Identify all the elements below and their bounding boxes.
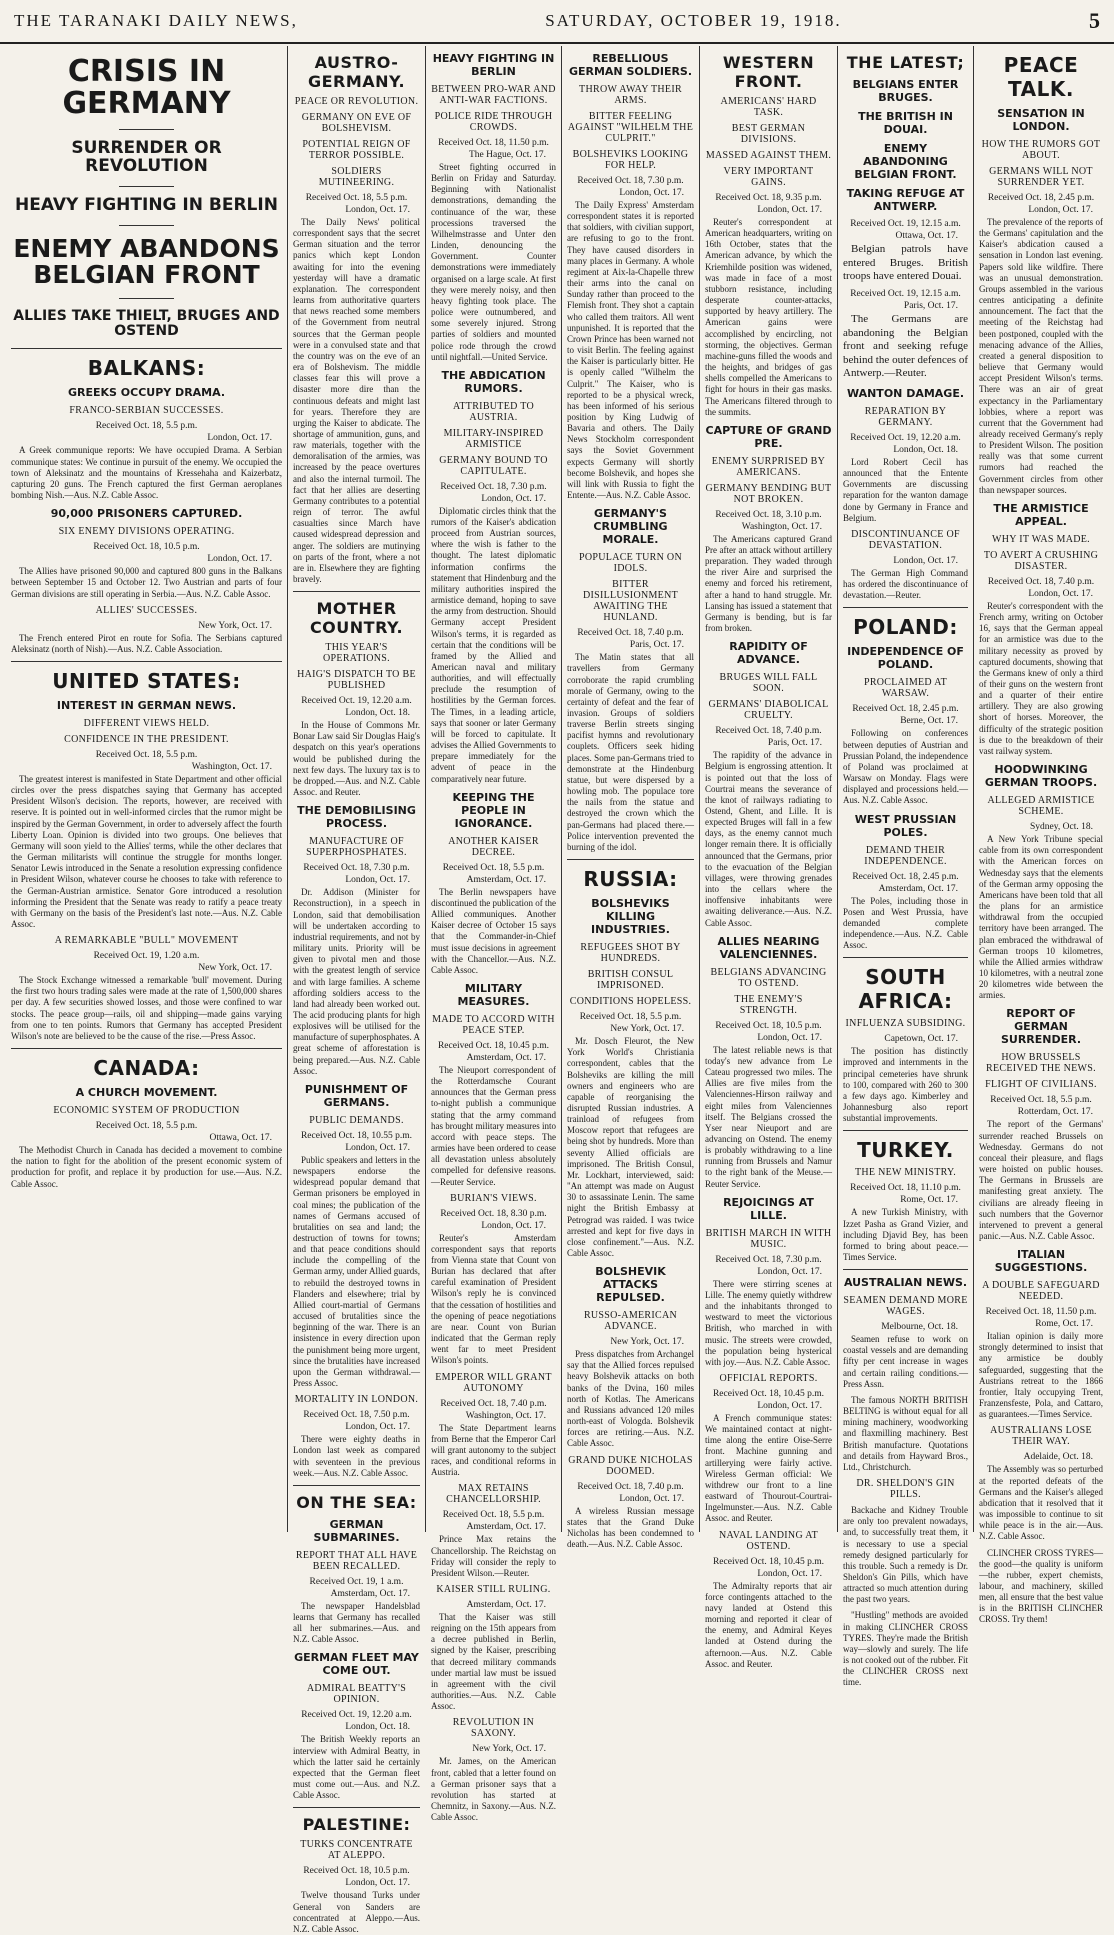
section-canada: CANADA: [93, 1056, 200, 1081]
received-line: Received Oct. 18, 5.5 p.m. [579, 1012, 682, 1023]
sub: DR. SHELDON'S GIN PILLS. [856, 1478, 955, 1501]
dateline: Amsterdam, Oct. 17. [466, 1599, 546, 1610]
section-turkey: TURKEY. [857, 1138, 954, 1163]
article-body: That the Kaiser was still reigning on the 15th appears from a decree published in Berlin, signed by the Kaiser, prescribing that decreed military commands under martial law must be issued in agreement with the civil authorities.—Aus. N.Z. Cable Assoc. [431, 1611, 556, 1712]
dateline: Washington, Oct. 17. [191, 761, 272, 772]
received-line: Received Oct. 19, 1 a.m. [309, 1576, 404, 1587]
sub: WANTON DAMAGE. [846, 387, 965, 400]
sub: TO AVERT A CRUSHING DISASTER. [983, 549, 1099, 572]
sub-six-divisions: SIX ENEMY DIVISIONS OPERATING. [58, 526, 235, 538]
advertisement: Backache and Kidney Trouble are only too prevalent nowadays, and, to successfully treat them, it is necessary to use a special remedy designed particularly for this trouble. Such a remedy is Dr. Sheldon's Gin Pills, which have attracted so much attention during the past two years. [843, 1505, 968, 1605]
sub: SEAMEN DEMAND MORE WAGES. [843, 1295, 968, 1318]
dateline: London, Oct. 18. [345, 708, 410, 719]
section-heavy-fighting: HEAVY FIGHTING IN BERLIN [432, 52, 555, 78]
dateline: London, Oct. 17. [345, 1878, 410, 1889]
sub: THROW AWAY THEIR ARMS. [579, 84, 682, 106]
sub: GERMANS WILL NOT SURRENDER YET. [989, 166, 1093, 188]
article-body: The prevalence of the reports of the Germans' capitulation and the Kaiser's abdication caused a sensation in London last evening. Papers sold like wildfire. There was an unusual demonstration. Groups assembled in the various centres anticipating a definite announcement. The fact that the meeting of the Reichstag had been postponed, coupled with the menacing advance of the Allies, created a general disposition to believe that Germany would accept President Wilson's terms. There was an air of great expectancy in the Parliamentary lobbies, where a report was current that the Government had already received Germany's reply to President Wilson. The position really was that some current rumors had reached the Government circles from other than newspaper sources. [979, 217, 1103, 495]
dateline: London, Oct. 18. [893, 445, 958, 455]
article-body: Dr. Addison (Minister for Reconstruction), in a speech in London, said that demobilisation will be undertaken according to industrial requirements, and not by military units. Priority will be given to pivotal men and those with the greatest length of service and with large families. A scheme affording soldiers access to the land had already been worked out. The acid producing plants for high explosives will be utilised for the manufacture of superphosphates. A great scheme of afforestation is being prepared.—Aus. N.Z. Cable Assoc. [293, 887, 420, 1076]
sub: AUSTRALIANS LOSE THEIR WAY. [990, 1425, 1092, 1448]
dateline: London, Oct. 17. [1028, 205, 1093, 215]
article-body: A Greek communique reports: We have occupied Drama. A Serbian communique states: We continue in pursuit of the enemy. We occupied the town of Aleksinatz and the mountains of Kressehaha and Kaizerbatz, capturing 20 guns. The French captured the first German aeroplanes bombing Nish.—Aus. N.Z. Cable Assoc. [11, 445, 282, 501]
dateline: New York, Oct. 17. [610, 1337, 684, 1348]
sub: MILITARY-INSPIRED ARMISTICE [443, 427, 544, 450]
received-line: Received Oct. 18, 10.45 p.m. [712, 1556, 825, 1567]
sub-franco-serbian: FRANCO-SERBIAN SUCCESSES. [69, 405, 224, 417]
sub: SOLDIERS MUTINEERING. [318, 166, 395, 188]
section-poland: POLAND: [853, 615, 958, 640]
received-line: Received Oct. 18, 7.30 p.m. [303, 863, 410, 874]
dateline: Berne, Oct. 17. [900, 716, 958, 727]
sub: THE ABDICATION RUMORS. [441, 368, 546, 395]
dateline: Rome, Oct. 17. [900, 1195, 958, 1206]
column-2 [288, 46, 426, 1934]
received-line: Received Oct. 18, 5.5 p.m. [95, 421, 198, 432]
sub: RUSSO-AMERICAN ADVANCE. [583, 1310, 678, 1333]
article-body: Reuter's correspondent with the French army, writing on October 16, says that the German appeal for an armistice was due to the military necessity as proved by captured documents, showing that the Germans knew of only a third of their guns on the western front and a quarter of their entire artillery. They are also growing short of horses. Moreover, the difficulty of the strategic position is due to the breakdown of their vast railway system. [979, 600, 1103, 756]
article-body: Mr. Dosch Fleurot, the New York World's Christiania correspondent, cables that the Bolsheviks are killing the mill owners and engineers who are capable of reorganising the disrupted Russian industries. A trainload of refugees from Moscow report that refugees are being shot by hundreds. More than seventy Allied officials are imprisoned. The British Consul, Mr. Lockhart, interviewed, said: "An attempt was made on August 30 to assassinate Lenin. The same night the British Embassy at Petrograd was raided. I was twice arrested and kept for five days in close confinement."—Aus. N.Z. Cable Assoc. [567, 1036, 694, 1258]
sub: REPORT THAT ALL HAVE BEEN RECALLED. [295, 1549, 418, 1572]
sub: MAX RETAINS CHANCELLORSHIP. [446, 1483, 541, 1506]
sub: NAVAL LANDING AT OSTEND. [718, 1529, 819, 1552]
dateline: London, Oct. 17. [893, 555, 958, 566]
section-south-africa: SOUTH AFRICA: [858, 965, 953, 1014]
dateline: Paris, Oct. 17. [767, 738, 822, 749]
dateline: Amsterdam, Oct. 17. [466, 1522, 546, 1533]
article-body: The newspaper Handelsblad learns that Germany has recalled all her submarines.—Aus. and N.Z. Cable Assoc. [293, 1600, 420, 1645]
article-body: Reuter's Amsterdam correspondent says that reports from Vienna state that Count von Burian has declared that after careful examination of President Wilson's reply he is convinced that the cessation of hostilities and the opening of peace negotiations are near. Count von Burian indicated that the German reply went far to meet President Wilson's points. [431, 1232, 556, 1366]
received-line: Received Oct. 18, 10.45 p.m. [712, 1389, 825, 1399]
sub: MADE TO ACCORD WITH PEACE STEP. [432, 1013, 555, 1036]
dateline: New York, Oct. 17. [198, 620, 272, 631]
received-line: Received Oct. 18, 11.50 p.m. [985, 1307, 1097, 1318]
sub: HOODWINKING GERMAN TROOPS. [984, 763, 1098, 790]
received-line: Received Oct. 18, 7.30 p.m. [577, 176, 684, 186]
sub: THE ARMISTICE APPEAL. [993, 501, 1089, 528]
section-mother-country: MOTHER COUNTRY. [309, 599, 404, 638]
dateline: Rome, Oct. 17. [1035, 1319, 1093, 1330]
sub: GERMANY BOUND TO CAPITULATE. [439, 454, 548, 477]
article-body: Diplomatic circles think that the rumors of the Kaiser's abdication proceed from Austrian sources, where the wish is father to the thought. The latest diplomatic information confirms the statement that Hindenburg and the military authorities inspired the armistice demand, hoping to save the army from destruction. Should Germany accept President Wilson's terms, it is regarded as certain that the conditions will be framed by the Allied and American naval and military authorities, and will effectually preclude the resumption of hostilities by the German forces. The Times, in a leading article, says that sooner or later Germany will be forced to capitulate. It advises the Allied Governments to prepare immediately for the advent of peace in the comparatively near future. [431, 505, 556, 784]
sub: ALLIES NEARING VALENCIENNES. [717, 934, 820, 961]
dateline: Amsterdam, Oct. 17. [466, 874, 546, 885]
sub: BRITISH CONSUL IMPRISONED. [587, 969, 674, 992]
sub-bull: A REMARKABLE "BULL" MOVEMENT [54, 935, 239, 947]
sub: ATTRIBUTED TO AUSTRIA. [452, 400, 535, 423]
sub: REJOICINGS AT LILLE. [723, 1195, 814, 1222]
headline-surrender: SURRENDER OR REVOLUTION [71, 138, 222, 176]
sub: HOW THE RUMORS GOT ABOUT. [981, 139, 1101, 161]
article-body: A French communique states: We maintained contact at night-time along the entire Oise-Serre front. Machine gunning and artillerying were fairly active. Wireless German official: We withdrew our front to a line eastward of Thourout-Courtrai-Ingelmunster.—Aus. N.Z. Cable Assoc. and Reuter. [705, 1413, 832, 1524]
received-line: Received Oct. 18, 2.45 p.m. [987, 193, 1095, 203]
dateline: London, Oct. 17. [345, 1142, 410, 1153]
section-on-the-sea: ON THE SEA: [296, 1492, 417, 1512]
article-body: Lord Robert Cecil has announced that the Entente Governments are discussing reparation for the wanton damage done by Germany in France and Belgium. [843, 457, 968, 523]
advertisement: CLINCHER CROSS TYRES—the good—the quality is uniform—the rubber, expert chemists, labour, and machinery, skilled men, all ensure that the best value is in the BRITISH CLINCHER CROSS. Try them! [979, 1547, 1103, 1625]
received-line: Received Oct. 18, 7.40 p.m. [577, 628, 684, 639]
received-line: Received Oct. 18, 8.30 p.m. [440, 1208, 547, 1219]
sub-confidence: CONFIDENCE IN THE PRESIDENT. [64, 733, 229, 745]
article-body: The Daily Express' Amsterdam correspondent states it is reported that soldiers, with civilian support, are refusing to go to the front. They have caused disorders in many places in Germany. A whole regiment at Aix-la-Chapelle threw their arms into the canal on Sunday rather than proceed to the Flemish front. They shot a captain who called them traitors. All went unpunished. It is reported that the Crown Prince has been warned not to visit Berlin. The feeling against the Kaiser is particularly bitter. He is openly called "Wilhelm the Culprit." The Kaiser, who is reported to be a physical wreck, has been informed of his serious position by King Ludwig of Bavaria and others. The Daily News Stockholm correspondent says the Soviet Government expects Germany will shortly become Bolshevik, and hopes she will link with Russia to fight the Entente.—Aus. N.Z. Cable Assoc. [567, 200, 694, 501]
sub: AMERICANS' HARD TASK. [720, 96, 817, 118]
dateline: The Hague, Oct. 17. [468, 150, 546, 160]
section-australian-news: AUSTRALIAN NEWS. [843, 1276, 968, 1290]
sub: ANOTHER KAISER DECREE. [448, 835, 539, 858]
dateline: London, Oct. 17. [345, 875, 410, 886]
sub: POLICE RIDE THROUGH CROWDS. [434, 111, 553, 133]
article-body: The Admiralty reports that air force contingents attached to the navy landed at Ostend this morning and reported it clear of the enemy, and Admiral Keyes landed at Ostend during the afternoon.—Aus. N.Z. Cable Assoc. and Reuter. [705, 1580, 832, 1669]
dateline: London, Oct. 17. [481, 1220, 546, 1231]
article-body: Italian opinion is daily more strongly determined to insist that any armistice be doubly safeguarded, suggesting that the Austrians retreat to the 1866 frontier, Italy occupying Trent, Franzensfeste, Pola, and Cattaro, as guarantees.—Times Service. [979, 1331, 1103, 1420]
section-united-states: UNITED STATES: [52, 668, 241, 693]
sub: WHY IT WAS MADE. [992, 533, 1090, 545]
sub: DEMAND THEIR INDEPENDENCE. [864, 844, 947, 867]
sub: ALLEGED ARMISTICE SCHEME. [987, 795, 1095, 818]
article-body: Twelve thousand Turks under General von Sanders are concentrated at Aleppo.—Aus. N.Z. Cable Assoc. [293, 1890, 420, 1934]
sub: OFFICIAL REPORTS. [719, 1373, 818, 1384]
dateline: London, Oct. 17. [345, 1422, 410, 1433]
sub-church: A CHURCH MOVEMENT. [75, 1086, 218, 1100]
received-line: Received Oct. 18, 7.40 p.m. [577, 1481, 684, 1492]
received-line: Received Oct. 18, 2.45 p.m. [852, 704, 959, 715]
received-line: Received Oct. 19, 12.20 a.m. [850, 433, 961, 443]
dateline: Ottawa, Oct. 17. [895, 231, 958, 241]
sub: SENSATION IN LONDON. [997, 107, 1085, 133]
sub: REPARATION BY GERMANY. [864, 406, 947, 428]
sub: REVOLUTION IN SAXONY. [452, 1717, 535, 1740]
sub: TURKS CONCENTRATE AT ALEPPO. [300, 1839, 413, 1862]
received-line: Received Oct. 19, 12.15 a.m. [850, 219, 961, 229]
column-3 [426, 46, 562, 1823]
sub: BITTER DISILLUSIONMENT AWAITING THE HUNLAND. [582, 579, 679, 624]
article-body: The Matin states that all travellers from Germany corroborate the rapid crumbling morale of Germany, owing to the certainty of defeat and the fear of invasion. Groups of soldiers traverse Berlin streets singing pacifist hymns and revolutionary couplets. Officers seek hiding places. Some pan-Germans tried to demonstrate at the Hindenburg statue, but were dispersed by a howling mob. The populace tore the nails from the statue and destroyed the crown which the pan-Germans had placed there.—Police intervention prevented the burning of the idol. [567, 652, 694, 852]
article-body: Seamen refuse to work on coastal vessels and are demanding fifty per cent increase in wages and certain railing conditions.—Press Assn. [843, 1334, 968, 1389]
received-line: Received Oct. 18, 5.5 p.m. [442, 1510, 545, 1521]
sub: BELGIANS ADVANCING TO OSTEND. [710, 966, 827, 989]
sub: HOW BRUSSELS RECEIVED THE NEWS. [986, 1052, 1096, 1075]
column-1 [6, 46, 288, 1532]
dateline: Amsterdam, Oct. 17. [878, 883, 958, 894]
sub: GERMAN FLEET MAY COME OUT. [294, 1651, 419, 1678]
article-body: Public speakers and letters in the newspapers endorse the widespread popular demand that German prisoners be employed in coal mines; the publication of the names of Germans accused of brutalities on sea and land; the destruction of towns for towns; and that peace conditions should include the compelling of the German army, under Allied guards, to rebuild the destroyed towns in Flanders and elsewhere; trial by Allied court-martial of Germans accused of brutalities since the beginning of the war. There is an insistence in every direction upon the punishment being more urgent, since the brutalities have increased upon the German withdrawal.—Press Assoc. [293, 1154, 420, 1389]
section-austro-germany: AUSTRO-GERMANY. [307, 53, 406, 91]
headline-crisis: CRISIS IN GERMANY [62, 54, 231, 121]
article-body: In the House of Commons Mr. Bonar Law said Sir Douglas Haig's despatch on this year's operations would be published during the next few days. The luxury tax is to be dropped.—Aus. and N.Z. Cable Assoc. and Reuter. [293, 720, 420, 798]
article-body: The Nieuport correspondent of the Rotterdamsche Courant announces that the German press to-night publish a communique stating that the army command has brought military measures into accord with peace steps. The armies have been ordered to cease all devastation unless absolutely compelled for defensive reasons.—Reuter Service. [431, 1064, 556, 1187]
sub: ADMIRAL BEATTY'S OPINION. [306, 1683, 407, 1706]
article-body: The Germans are abandoning the Belgian front and seeking refuge behind the outer defences of Antwerp.—Reuter. [843, 312, 968, 380]
article-body: The Poles, including those in Posen and West Prussia, have demanded complete independence.—Aus. N.Z. Cable Assoc. [843, 895, 968, 951]
dateline: London, Oct. 17. [1028, 588, 1093, 599]
sub: THE DEMOBILISING PROCESS. [297, 804, 416, 831]
sub: MILITARY MEASURES. [457, 981, 530, 1008]
section-palestine: PALESTINE: [302, 1815, 411, 1835]
article-body: The German High Command has ordered the discontinuance of devastation.—Reuter. [843, 567, 968, 601]
dateline: Ottawa, Oct. 17. [209, 1133, 272, 1144]
sub: GERMANY'S CRUMBLING MORALE. [593, 507, 668, 547]
sub: BOLSHEVIKS LOOKING FOR HELP. [572, 149, 689, 171]
sub: ENEMY ABANDONING BELGIAN FRONT. [854, 142, 957, 181]
sub: BRITISH MARCH IN WITH MUSIC. [705, 1227, 832, 1250]
sub-economic: ECONOMIC SYSTEM OF PRODUCTION [53, 1105, 240, 1117]
sub: PUBLIC DEMANDS. [309, 1114, 404, 1126]
masthead-date: SATURDAY, OCTOBER 19, 1918. [545, 11, 842, 30]
article-body: Reuter's correspondent at American headquarters, writing on 16th October, states that the American advance, by which the Kriemhilde position was widened, was made in face of a most stubborn resistance, including desperate counter-attacks, supported by heavy artillery. The American gains were accomplished by encircling, not storming, the objectives. German machine-guns filled the woods and the heights, and bridges of gas shells compelled the Americans to fight for hours in their gas masks. The Americans filtered through to the summits. [705, 217, 832, 417]
sub: BOLSHEVIK ATTACKS REPULSED. [595, 1265, 666, 1305]
dateline: London, Oct. 18. [345, 1722, 410, 1733]
received-line: Received Oct. 18, 7.40 p.m. [440, 1398, 547, 1409]
sub: BELGIANS ENTER BRUGES. [852, 78, 959, 104]
article-body: The Methodist Church in Canada has decided a movement to combine the nation to fight for the abolition of the present economic system of production for profit, and replace it by production for use.—Aus. N.Z. Cable Assoc. [11, 1145, 282, 1189]
received-line: Received Oct. 18, 7.30 p.m. [440, 481, 547, 492]
sub: GERMANY BENDING BUT NOT BROKEN. [705, 482, 832, 505]
section-russia: RUSSIA: [583, 867, 678, 892]
article-body: Street fighting occurred in Berlin on Friday and Saturday. Beginning with Nationalist demonstrations, demanding the continuance of the war, these processions traversed the Wilhelmstrasse and Unter den Linden, denouncing the Government. Counter demonstrations were immediately organised on a large scale. At first they were merely noisy, and then heavy fighting took place. The police were outnumbered, and some severely injured. Strong parties of soldiers and mounted police rode through the crowd until nightfall.—United Service. [431, 162, 556, 362]
headline-allies-take: ALLIES TAKE THIELT, BRUGES AND OSTEND [13, 308, 280, 339]
dateline: Washington, Oct. 17. [465, 1410, 546, 1421]
received-line: Received Oct. 18, 7.40 p.m. [715, 726, 822, 737]
dateline: New York, Oct. 17. [610, 1024, 684, 1035]
headline-heavy-fighting: HEAVY FIGHTING IN BERLIN [15, 194, 278, 215]
section-peace-talk: PEACE TALK. [1003, 53, 1079, 101]
sub: MANUFACTURE OF SUPERPHOSPHATES. [306, 836, 407, 859]
received-line: Received Oct. 18, 10.5 p.m. [715, 1020, 822, 1031]
advertisement: "Hustling" methods are avoided in making CLINCHER CROSS TYRES. They're made the British way—slowly and surely. The life is not cooked out of the rubber. Fit the CLINCHER CROSS next time. [843, 1610, 968, 1688]
article-body: There were eighty deaths in London last week as compared with seventeen in the previous week.—Aus. N.Z. Cable Assoc. [293, 1434, 420, 1478]
article-body: Mr. James, on the American front, cabled that a letter found on a German prisoner says that a revolution has started at Chemnitz, in Saxony.—Aus. N.Z. Cable Assoc. [431, 1756, 556, 1823]
article-body: Press dispatches from Archangel say that the Allied forces repulsed heavy Bolshevik attacks on both banks of the Dvina, 160 miles north of Kotlas. The Americans and Russians advanced 120 miles north-east of Vologda. Bolshevik forces are retiring.—Aus. N.Z. Cable Assoc. [567, 1349, 694, 1449]
received-line: Received Oct. 18, 9.35 p.m. [715, 193, 822, 203]
dateline: London, Oct. 17. [619, 1493, 684, 1504]
sub: GERMAN SUBMARINES. [313, 1517, 400, 1544]
column-4 [562, 46, 700, 1550]
article-body: The Assembly was so perturbed at the reported defeats of the Germans and the Kaiser's alleged abdication that it resolved that it was impossible to continue to sit while peace is in the air.—Aus. N.Z. Cable Assoc. [979, 1464, 1103, 1542]
sub: DISCONTINUANCE OF DEVASTATION. [851, 528, 960, 551]
dateline: London, Oct. 17. [757, 1032, 822, 1043]
section-rebellious: REBELLIOUS GERMAN SOLDIERS. [568, 52, 693, 78]
sub: PROCLAIMED AT WARSAW. [863, 677, 948, 700]
dateline: New York, Oct. 17. [198, 963, 272, 974]
dateline: Paris, Oct. 17. [629, 640, 684, 651]
sub: MORTALITY IN LONDON. [294, 1394, 419, 1406]
sub: BRUGES WILL FALL SOON. [719, 672, 818, 695]
sub: POPULACE TURN ON IDOLS. [579, 552, 682, 575]
article-body: The position has distinctly improved and internments in the principal cemeteries have shrunk to 100, compared with 260 to 300 a few days ago. Kimberley and Johannesburg also report substantial improvements. [843, 1046, 968, 1124]
received-line: Received Oct. 18, 10.45 p.m. [437, 1040, 550, 1051]
received-line: Received Oct. 18, 10.5 p.m. [303, 1866, 410, 1877]
sub: REPORT OF GERMAN SURRENDER. [1000, 1007, 1081, 1047]
received-line: Received Oct. 19, 12.20 a.m. [301, 1710, 412, 1721]
sub: BITTER FEELING AGAINST "WILHELM THE CULPRIT." [567, 111, 694, 144]
received-line: Received Oct. 18, 7.30 p.m. [715, 1254, 822, 1265]
sub: ENEMY SURPRISED BY AMERICANS. [711, 455, 826, 478]
dateline: Paris, Oct. 17. [903, 300, 958, 311]
article-body: Following on conferences between deputies of Austrian and Prussian Poland, the independence of Poland was proclaimed at Warsaw on Monday. Flags were displayed and processions held.—Aus. N.Z. Cable Assoc. [843, 728, 968, 806]
sub: ITALIAN SUGGESTIONS. [994, 1248, 1088, 1275]
article-body: There were stirring scenes at Lille. The enemy quietly withdrew and the inhabitants thronged to westward to meet the victorious British, who marched in with music. The streets were crowded, the population being hysterical with joy.—Aus. N.Z. Cable Assoc. [705, 1278, 832, 1367]
masthead-title: THE TARANAKI DAILY NEWS, [14, 11, 298, 30]
article-body: The Daily News' political correspondent says that the secret German situation and the terror panics which kept London awaiting for into the evening yesterday will have a dramatic explanation. The correspondent learns from authoritative quarters that news reached some members of the Government from neutral sources that the German people were in a convulsed state and that the country was on the eve of an era of Bolshevism. The middle classes fear this will prove a disaster more dire than the continuous defeats and might last for years. Therefore they are urging the Kaiser to abdicate. The shortage of ammunition, guns, and raw materials, together with the demoralisation of the armies, was increased by the peace overtures and also the internal turmoil. The fact that her allies are deserting Germany contributes to a potential reign of terror. The awful casualties since March have caused widespread depression and anger. The soldiers are mutinying on parts of the front, where a not are in. Elsewhere they are fighting bravely. [293, 217, 420, 584]
received-line: Received Oct. 18, 10.55 p.m. [300, 1130, 413, 1141]
sub: BETWEEN PRO-WAR AND ANTI-WAR FACTIONS. [431, 84, 556, 106]
article-body: The French entered Pirot en route for Sofia. The Serbians captured Aleksinatz (north of Nish).—Aus. N.Z. Cable Association. [11, 632, 282, 654]
advertisement: The famous NORTH BRITISH BELTING is without equal for all mining machinery, woodworking and flaxmilling machinery. Best British manufacture. Quotations and details from Hayward Bros., Ltd., Christchurch. [843, 1394, 968, 1472]
dateline: Capetown, Oct. 17. [884, 1034, 958, 1045]
received-line: Received Oct. 18, 11.10 p.m. [850, 1183, 961, 1194]
sub: FLIGHT OF CIVILIANS. [985, 1079, 1097, 1091]
dateline: London, Oct. 17. [207, 554, 272, 565]
article-body: The Stock Exchange witnessed a remarkable 'bull' movement. During the first two hours trading sales were made at the rate of 1,500,000 shares per day. A few securities showed losses, and those were confined to war stocks. The peace group—rails, oil and shipping—made gains varying from one to ten points. Rumors that Germany has accepted President Wilson's note are believed to be the cause of the rise.—Press Assoc. [11, 975, 282, 1041]
section-balkans: BALKANS: [87, 356, 206, 381]
article-body: The Berlin newspapers have discontinued the publication of the Allied communiques. Another Kaiser decree of October 15 says that the Commander-in-Chief must issue decisions in agreement with the Chancellor.—Aus. N.Z. Cable Assoc. [431, 886, 556, 975]
dateline: Rotterdam, Oct. 17. [1017, 1107, 1093, 1118]
sub-allies-successes: ALLIES' SUCCESSES. [95, 604, 198, 616]
column-6 [838, 46, 974, 1688]
sub: EMPEROR WILL GRANT AUTONOMY [435, 1371, 552, 1394]
column-7 [974, 46, 1108, 1625]
sub-greeks: GREEKS OCCUPY DRAMA. [67, 386, 226, 400]
sub: HAIG'S DISPATCH TO BE PUBLISHED [297, 669, 416, 692]
sub: PEACE OR REVOLUTION. [294, 96, 419, 107]
received-line: Received Oct. 18, 2.45 p.m. [852, 871, 959, 882]
received-line: Received Oct. 18, 10.5 p.m. [93, 542, 200, 553]
dateline: Washington, Oct. 17. [741, 521, 822, 532]
sub: THE BRITISH IN DOUAI. [858, 110, 953, 136]
received-line: Received Oct. 18, 5.5 p.m. [95, 1121, 198, 1132]
sub: MASSED AGAINST THEM. [705, 150, 832, 161]
dateline: Melbourne, Oct. 18. [881, 1322, 958, 1333]
sub: BURIAN'S VIEWS. [450, 1192, 537, 1204]
dateline: Sydney, Oct. 18. [1030, 822, 1093, 833]
sub: THE NEW MINISTRY. [854, 1167, 957, 1179]
dateline: London, Oct. 17. [345, 205, 410, 215]
article-body: The British Weekly reports an interview with Admiral Beatty, in which the latter said he certainly expected that the German fleet must come out.—Aus. and N.Z. Cable Assoc. [293, 1734, 420, 1801]
dateline: London, Oct. 17. [757, 1568, 822, 1579]
article-body: Belgian patrols have entered Bruges. British troops have entered Douai. [843, 243, 968, 283]
article-body: The Americans captured Grand Pre after an attack without artillery preparation. They waded through the river Aire and surprised the enemy and forced his retirement, after a hand to hand struggle. Mr. Lansing has issued a statement that Germany is bending, but is far from broken. [705, 533, 832, 634]
sub: RAPIDITY OF ADVANCE. [729, 640, 808, 667]
sub: A DOUBLE SAFEGUARD NEEDED. [982, 1280, 1100, 1303]
dateline: London, Oct. 17. [757, 1401, 822, 1411]
page-number: 5 [1089, 8, 1100, 33]
dateline: Adelaide, Oct. 18. [1023, 1452, 1093, 1463]
sub: POTENTIAL REIGN OF TERROR POSSIBLE. [302, 139, 411, 161]
dateline: London, Oct. 17. [619, 188, 684, 198]
sub: KAISER STILL RULING. [436, 1583, 551, 1595]
sub-prisoners: 90,000 PRISONERS CAPTURED. [50, 507, 243, 521]
article-body: The State Department learns from Berne that the Emperor Carl will grant autonomy to the subject races, and conditional reforms in Austria. [431, 1422, 556, 1478]
dateline: London, Oct. 17. [481, 493, 546, 504]
received-line: Received Oct. 18, 7.50 p.m. [303, 1410, 410, 1421]
dateline: London, Oct. 17. [757, 1266, 822, 1277]
sub: GRAND DUKE NICHOLAS DOOMED. [568, 1454, 693, 1477]
sub: WEST PRUSSIAN POLES. [854, 812, 957, 839]
section-western-front: WESTERN FRONT. [722, 53, 815, 91]
sub: THIS YEAR'S OPERATIONS. [323, 642, 390, 665]
received-line: Received Oct. 18, 5.5 p.m. [442, 862, 545, 873]
dateline: New York, Oct. 17. [472, 1744, 546, 1755]
sub: CONDITIONS HOPELESS. [569, 996, 692, 1008]
article-body: Prince Max retains the Chancellorship. The Reichstag on Friday will consider the reply to President Wilson.—Reuter. [431, 1534, 556, 1578]
received-line: Received Oct. 19, 12.15 a.m. [850, 288, 961, 299]
article-body: A new Turkish Ministry, with Izzet Pasha as Grand Vizier, and including Djavid Bey, has been formed to bring about peace.—Times Service. [843, 1207, 968, 1262]
dateline: London, Oct. 17. [207, 433, 272, 444]
received-line: Received Oct. 18, 7.40 p.m. [987, 576, 1095, 587]
dateline: Amsterdam, Oct. 17. [466, 1052, 546, 1063]
received-line: Received Oct. 18, 5.5 p.m. [305, 193, 408, 203]
sub-interest: INTEREST IN GERMAN NEWS. [56, 698, 237, 712]
article-body: The report of the Germans' surrender reached Brussels on Wednesday. Germans do not conceal their pleasure, and flags were hoisted on public houses. The Germans in Brussels are manifesting great anxiety. The civilians are already fleeing in such numbers that the Governor intervened to prevent a general panic.—Aus. N.Z. Cable Assoc. [979, 1119, 1103, 1241]
masthead [0, 0, 1114, 44]
sub: INFLUENZA SUBSIDING. [845, 1018, 966, 1030]
article-body: The greatest interest is manifested in State Department and other official circles over the press dispatches saying that Germany has accepted President Wilson's decision. The reports, however, are received with reserve. It is pointed out in well-informed circles that the rumor might be inspired by the German Government, in order to adversely affect the fourth Liberty Loan. Opinion is divided into two groups. One believes that Germany will soon yield to the Allies' terms, while the other declares that the German militarists will continue the struggle for months longer. Senator Lewis introduced in the Senate a resolution expressing confidence in President Wilson, whatever course he chooses to take with reference to the German-Austrian armistice. Senator Gore introduced a resolution informing the President that the Senate was ready to ratify a peace treaty with Germany on the basis of the President's last note.—Aus. N.Z. Cable Assoc. [11, 773, 282, 929]
sub: THE ENEMY'S STRENGTH. [734, 993, 803, 1016]
article-body: A New York Tribune special cable from its own correspondent with the American forces on Wednesday says that the elements of the German army opposing the Americans have been told that all the plans for an armistice withdrawal from the occupied territory have been arranged. The plan embraced the withdrawal of German troops 10 kilometres, while the Allied armies withdraw 10 kilometres, with a neutral zone 20 kilometres wide between the armies. [979, 834, 1103, 1001]
column-5 [700, 46, 838, 1669]
received-line: Received Oct. 18, 5.5 p.m. [95, 749, 198, 760]
sub: VERY IMPORTANT GAINS. [723, 166, 814, 188]
sub: INDEPENDENCE OF POLAND. [847, 645, 964, 672]
dateline: Amsterdam, Oct. 17. [330, 1588, 410, 1599]
received-line: Received Oct. 18, 11.50 p.m. [438, 138, 549, 148]
sub: GERMANY ON EVE OF BOLSHEVISM. [301, 112, 412, 134]
sub: PUNISHMENT OF GERMANS. [304, 1082, 409, 1109]
received-line: Received Oct. 19, 12.20 a.m. [301, 696, 412, 707]
sub: KEEPING THE PEOPLE IN IGNORANCE. [452, 790, 535, 830]
columns [6, 46, 1108, 1934]
sub: CAPTURE OF GRAND PRE. [705, 423, 832, 450]
sub: GERMANS' DIABOLICAL CRUELTY. [708, 699, 829, 722]
received-line: Received Oct. 18, 3.10 p.m. [715, 509, 822, 520]
sub: TAKING REFUGE AT ANTWERP. [846, 187, 965, 213]
section-the-latest: THE LATEST; [846, 53, 965, 72]
received-line: Received Oct. 19, 1.20 a.m. [93, 951, 200, 962]
sub-views: DIFFERENT VIEWS HELD. [83, 717, 210, 729]
sub: BEST GERMAN DIVISIONS. [731, 123, 806, 145]
sub: BOLSHEVIKS KILLING INDUSTRIES. [591, 897, 670, 937]
article-body: The rapidity of the advance in Belgium is engrossing attention. It is pointed out that the loss of Courtrai means the severance of the knot of railways radiating to Ostend, Ghent, and Lille. It is expected Bruges will fall in a few days, as the enemy cannot much longer remain there. It is officially announced that the Germans, prior to the evacuation of the Belgian villages, were throwing grenades into the cellars where the inoffensive inhabitants were awaiting deliverance.—Aus. N.Z. Cable Assoc. [705, 750, 832, 928]
sub: REFUGEES SHOT BY HUNDREDS. [580, 942, 681, 965]
received-line: Received Oct. 18, 5.5 p.m. [990, 1095, 1092, 1106]
dateline: London, Oct. 17. [757, 205, 822, 215]
article-body: The Allies have prisoned 90,000 and captured 800 guns in the Balkans between September 15 and October 12. Two Austrian and parts of four German divisions are still operating in Serbia.—Aus. N.Z. Cable Assoc. [11, 566, 282, 599]
headline-enemy-abandons: ENEMY ABANDONS BELGIAN FRONT [13, 233, 280, 289]
article-body: The latest reliable news is that today's new advance from Le Cateau progressed two miles. The Allies are five miles from the Valenciennes-Hirson railway and eight miles from Valenciennes itself. The Belgians crossed the Yser near Nieuport and are advancing on Ostend. The enemy is probably withdrawing to a line running from Brussels and Namur to the right bank of the Meuse.—Reuter Service. [705, 1044, 832, 1189]
article-body: A wireless Russian message states that the Grand Duke Nicholas has been condemned to death.—Aus. N.Z. Cable Assoc. [567, 1505, 694, 1550]
